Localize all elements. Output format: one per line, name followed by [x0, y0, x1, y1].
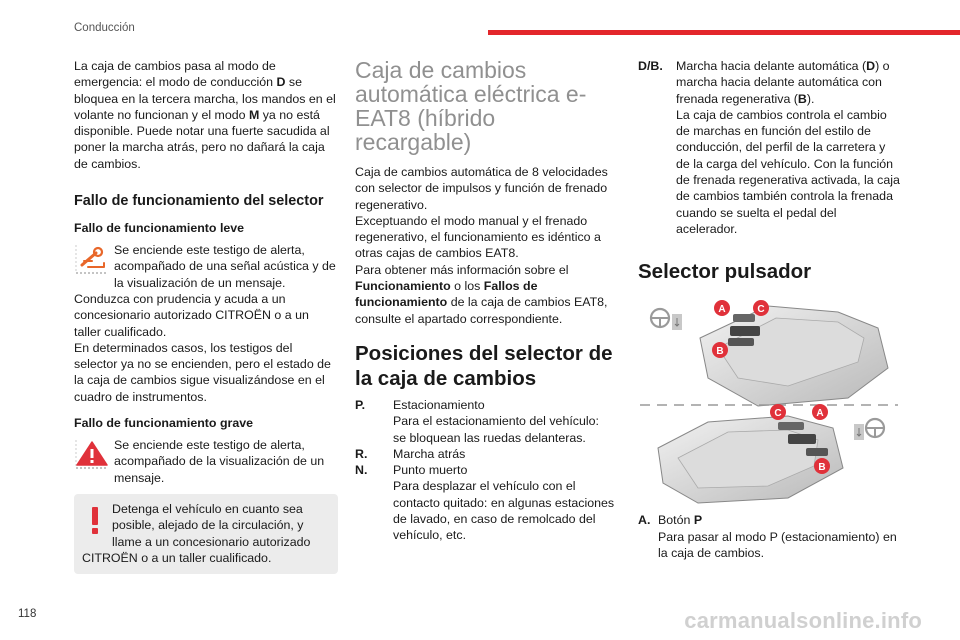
- page-header: [0, 0, 960, 40]
- position-item: R. Marcha atrás: [355, 446, 466, 461]
- red-warning-triangle-icon: [74, 438, 110, 470]
- gearbox-intro-3: Para obtener más información sobre el Funcionamiento o los Fallos de funcionamiento de la caja de cambios EAT8, consulte el apartado correspondiente.: [355, 262, 608, 326]
- selector-positions-heading: Posiciones del selector de la caja de cambios: [355, 341, 613, 390]
- major-fault-text: Se enciende este testigo de alerta, acompañado de la visualización de un mensaje.: [114, 438, 325, 485]
- minor-fault-text: Se enciende este testigo de alerta, acompañado de una señal acústica y de la visualización de un mensaje.: [114, 243, 336, 290]
- selector-diagram: [638, 298, 900, 508]
- selector-fault-heading: Fallo de funcionamiento del selector: [74, 193, 324, 210]
- svg-text:B: B: [716, 346, 724, 358]
- callout-c-bottom: [770, 404, 786, 420]
- svg-text:B: B: [818, 462, 826, 474]
- page-number: 118: [18, 608, 37, 620]
- button-a-item: A. Botón P Para pasar al modo P (estacionamiento) en la caja de cambios.: [638, 513, 897, 560]
- callout-a-top: [714, 300, 730, 316]
- gearbox-warning-icon: [74, 243, 110, 275]
- svg-text:C: C: [774, 408, 782, 420]
- steering-wheel-icon: [651, 309, 682, 330]
- positions-list: [355, 397, 615, 544]
- minor-fault-text-2: Conduzca con prudencia y acuda a un concesionario autorizado CITROËN o a un taller cualificado.: [74, 291, 309, 339]
- steering-wheel-icon: [854, 419, 884, 440]
- intro-paragraph: La caja de cambios pasa al modo de emergencia: el modo de conducción D se bloquea en la tercera marcha, los mandos en el volante no funcionan y el modo M ya no está disponible. Puede notar una fuerte sacudida al poner la marcha atrás, pero no dañará la caja de cambios.: [74, 59, 336, 171]
- svg-text:C: C: [757, 304, 765, 316]
- header-accent-bar: [488, 30, 960, 35]
- alert-box: [74, 494, 338, 574]
- gearbox-intro-1: Caja de cambios automática de 8 velocidades con selector de impulsos y función de frenado regenerativo.: [355, 165, 608, 212]
- gearbox-title: Caja de cambios automática eléctrica e-EAT8 (híbrido recargable): [355, 57, 587, 155]
- minor-fault-block: [74, 242, 338, 405]
- callout-c-top: [753, 300, 769, 316]
- minor-fault-heading: Fallo de funcionamiento leve: [74, 221, 245, 236]
- db-item: D/B. Marcha hacia delante automática (D) o marcha hacia delante automática con frenada regenerativa (B). La caja de cambios controla el cambio de marchas en función del estilo de conducción, del perfil de la carretera y de la carga del vehículo. Con la función de frenada regenerativa activada, la caja de cambios también controla la frenada cuando se suelta el pedal del acelerador.: [638, 59, 900, 236]
- position-item: N. Punto muerto Para desplazar el vehículo con el contacto quitado: en algunas estaciones de lavado, en caso de remolcado del vehículo, etc.: [355, 463, 615, 543]
- svg-text:A: A: [816, 408, 824, 420]
- column-middle: [355, 58, 615, 544]
- callout-a-bottom: [812, 404, 828, 420]
- exclamation-icon: [82, 505, 108, 535]
- section-title: Conducción: [74, 22, 135, 34]
- svg-text:A: A: [718, 304, 726, 316]
- callout-b-top: [712, 342, 728, 358]
- minor-fault-text-3: En determinados casos, los testigos del selector ya no se encienden, pero el estado de la caja de cambios sigue visualizándose en el cuadro de instrumentos.: [74, 340, 331, 404]
- push-selector-heading: Selector pulsador: [638, 260, 812, 284]
- major-fault-block: [74, 437, 338, 486]
- column-left: [74, 58, 338, 574]
- callout-b-bottom: [814, 458, 830, 474]
- major-fault-heading: Fallo de funcionamiento grave: [74, 416, 254, 431]
- alert-text: Detenga el vehículo en cuanto sea posible, alejado de la circulación, y llame a un concesionario autorizado CITROËN o a un taller cualificado.: [82, 501, 311, 565]
- site-watermark: carmanualsonline.info: [684, 608, 922, 633]
- gearbox-intro-2: Exceptuando el modo manual y el frenado regenerativo, el funcionamiento es idéntico a otras cajas de cambios EAT8.: [355, 213, 601, 261]
- column-right: [638, 58, 900, 561]
- selector-illustration: [638, 298, 900, 508]
- position-item: P. Estacionamiento Para el estacionamiento del vehículo: se bloquean las ruedas delanteras.: [355, 397, 599, 445]
